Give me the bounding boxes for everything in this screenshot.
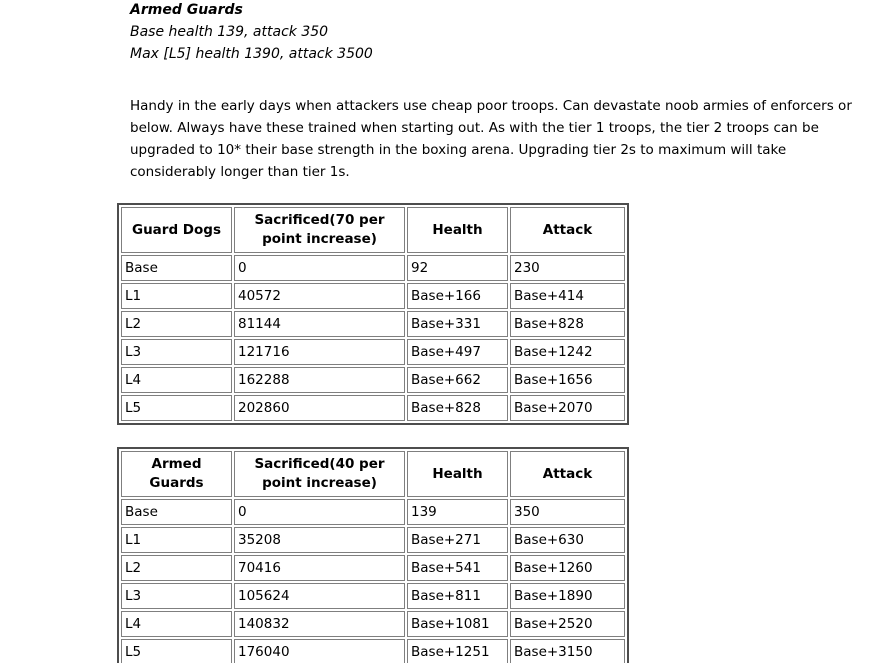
table-cell: Base+497: [407, 339, 508, 365]
table-cell: Base+828: [510, 311, 625, 337]
table-cell: Base+166: [407, 283, 508, 309]
table-cell: Base+828: [407, 395, 508, 421]
table-row: [121, 283, 625, 309]
table-cell: 81144: [234, 311, 405, 337]
description-paragraph: Handy in the early days when attackers use cheap poor troops. Can devastate noob armies of enforcers or below. Always have these trained when starting out. As with the tier 1 troops, the tier 2 troops can be upgraded to 10* their base strength in the boxing arena. Upgrading tier 2s to maximum will take considerably longer than tier 1s.: [130, 98, 852, 180]
column-header: Health: [407, 451, 508, 497]
header-row: [121, 207, 625, 253]
table-cell: Base+662: [407, 367, 508, 393]
table-cell: 162288: [234, 367, 405, 393]
column-header: Guard Dogs: [121, 207, 232, 253]
table-cell: 70416: [234, 555, 405, 581]
table-cell: Base+1890: [510, 583, 625, 609]
table-cell: Base+2070: [510, 395, 625, 421]
table-cell: L3: [121, 339, 232, 365]
table-cell: 176040: [234, 639, 405, 663]
table-cell: Base+331: [407, 311, 508, 337]
table-cell: Base+1081: [407, 611, 508, 637]
table-cell: Base+414: [510, 283, 625, 309]
table-row: [121, 255, 625, 281]
table-cell: 140832: [234, 611, 405, 637]
table-row: [121, 499, 625, 525]
table-cell: Base+1260: [510, 555, 625, 581]
table-cell: 139: [407, 499, 508, 525]
table-cell: 40572: [234, 283, 405, 309]
header-row: [121, 451, 625, 497]
base-stats-line: Base health 139, attack 350: [130, 24, 329, 40]
table-cell: Base+271: [407, 527, 508, 553]
table-cell: Base+811: [407, 583, 508, 609]
column-header: Sacrificed(40 per point increase): [234, 451, 405, 497]
table-cell: 92: [407, 255, 508, 281]
table-row: [121, 339, 625, 365]
table-cell: Base: [121, 255, 232, 281]
table-row: [121, 311, 625, 337]
table-cell: Base+630: [510, 527, 625, 553]
table-cell: L1: [121, 527, 232, 553]
section-heading: Armed Guards: [130, 2, 243, 18]
table-cell: L5: [121, 395, 232, 421]
table-cell: L2: [121, 555, 232, 581]
table-cell: 0: [234, 499, 405, 525]
table-cell: 35208: [234, 527, 405, 553]
table-cell: Base+1251: [407, 639, 508, 663]
column-header: Attack: [510, 207, 625, 253]
table-cell: 105624: [234, 583, 405, 609]
table-row: [121, 639, 625, 663]
table-cell: 121716: [234, 339, 405, 365]
table-cell: 350: [510, 499, 625, 525]
table-cell: L1: [121, 283, 232, 309]
table-cell: Base+1656: [510, 367, 625, 393]
column-header: Sacrificed(70 per point increase): [234, 207, 405, 253]
table-row: [121, 367, 625, 393]
text-block: [130, 0, 874, 183]
table-row: [121, 583, 625, 609]
table-row: [121, 527, 625, 553]
max-stats-line: Max [L5] health 1390, attack 3500: [130, 46, 373, 62]
table-cell: 202860: [234, 395, 405, 421]
table-cell: L4: [121, 367, 232, 393]
table-row: [121, 395, 625, 421]
table-cell: 230: [510, 255, 625, 281]
table-cell: Base+2520: [510, 611, 625, 637]
table-cell: 0: [234, 255, 405, 281]
table-cell: L3: [121, 583, 232, 609]
guard-dogs-table: [117, 203, 629, 425]
table-row: [121, 611, 625, 637]
column-header: Attack: [510, 451, 625, 497]
table-cell: Base+3150: [510, 639, 625, 663]
armed-guards-table: [117, 447, 629, 663]
table-cell: L5: [121, 639, 232, 663]
table-row: [121, 555, 625, 581]
table-cell: L2: [121, 311, 232, 337]
column-header: Armed Guards: [121, 451, 232, 497]
table-cell: Base+1242: [510, 339, 625, 365]
table-cell: L4: [121, 611, 232, 637]
table-cell: Base+541: [407, 555, 508, 581]
column-header: Health: [407, 207, 508, 253]
table-cell: Base: [121, 499, 232, 525]
